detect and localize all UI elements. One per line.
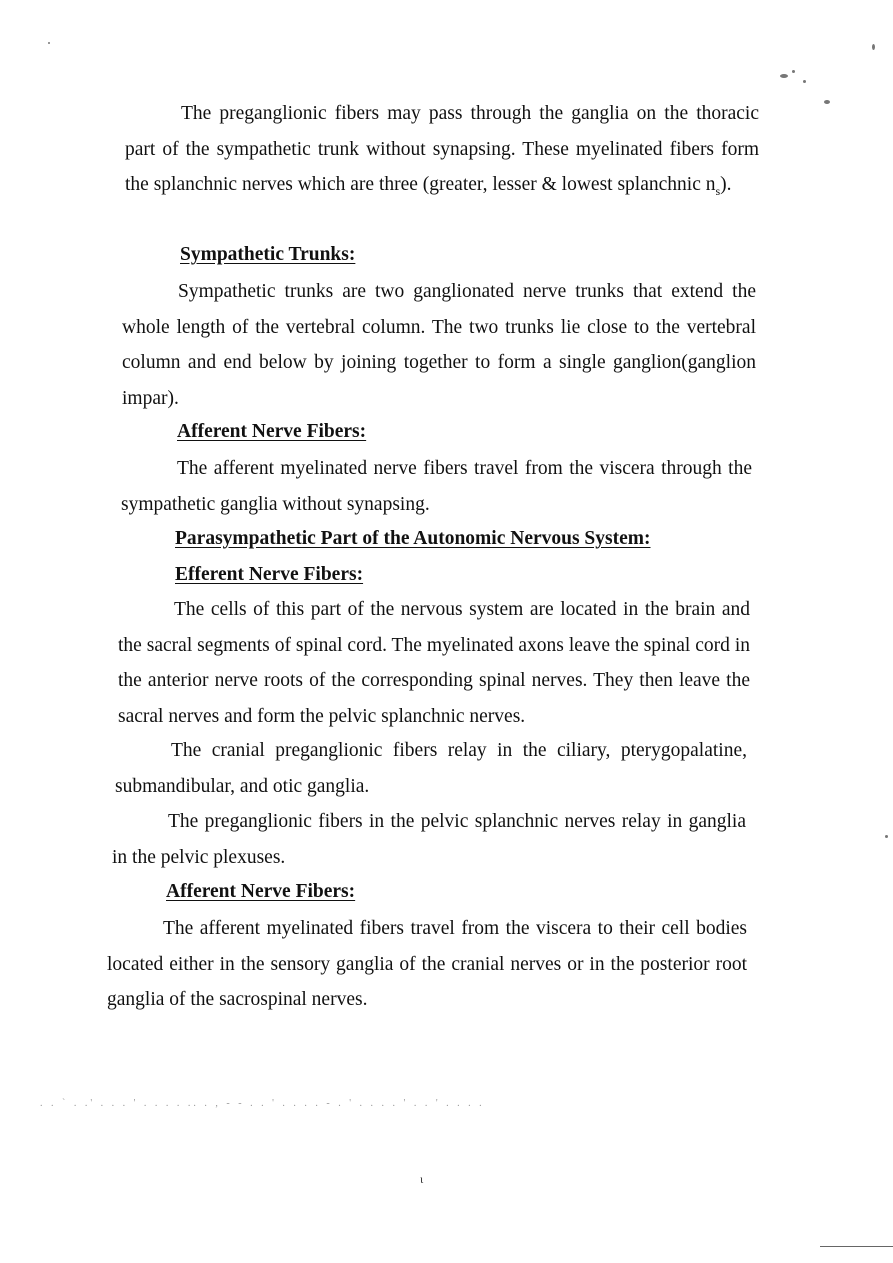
scan-dust-row: . . ` . .' . . . ' . . . . .. . , - - . . ' . . . . - . ' . . . . ' . . ' . . . . [40,1098,485,1109]
scan-speck [872,44,875,50]
subscript-s: s [715,183,721,198]
scan-speck [48,42,50,44]
scan-speck [824,100,830,104]
paragraph-afferent-parasympathetic: The afferent myelinated fibers travel from the viscera to their cell bodies located either in the sensory ganglia of the cranial nerves or in the posterior root ganglia of the sacrospinal nerves. [107,918,747,1010]
paragraph-text: The preganglionic fibers may pass through the ganglia on the thoracic part of the sympathetic trunk without synapsing. These myelinated fibers form the splanchnic nerves which are three (greater, lesser & lowest splanchnic n [125,103,759,195]
heading-parasympathetic-part: Parasympathetic Part of the Autonomic Nervous System: [175,528,651,549]
paragraph-text-end: ). [720,174,732,195]
scan-speck [885,835,888,838]
scan-speck [780,74,788,78]
heading-sympathetic-trunks: Sympathetic Trunks: [180,244,356,265]
paragraph-afferent-sympathetic: The afferent myelinated nerve fibers travel from the viscera through the sympathetic ganglia without synapsing. [121,458,752,515]
heading-afferent-nerve-fibers-2: Afferent Nerve Fibers: [166,881,356,902]
scan-edge-line [820,1246,893,1247]
scan-speck [803,80,806,83]
paragraph-parasympathetic-cells: The cells of this part of the nervous system are located in the brain and the sacral segments of spinal cord. The myelinated axons leave the spinal cord in the anterior nerve roots of the corresponding spinal nerves. They then leave the sacral nerves and form the pelvic splanchnic nerves. [118,599,750,727]
paragraph-cranial-preganglionic: The cranial preganglionic fibers relay in the ciliary, pterygopalatine, submandibular, and otic ganglia. [115,740,747,797]
scan-speck [792,70,795,73]
page-footer-mark: ι [420,1172,424,1186]
paragraph-sympathetic-trunks: Sympathetic trunks are two ganglionated nerve trunks that extend the whole length of the vertebral column. The two trunks lie close to the vertebral column and end below by joining together to form a single ganglion(ganglion impar). [122,281,756,409]
heading-efferent-nerve-fibers: Efferent Nerve Fibers: [175,564,364,585]
paragraph-pelvic-splanchnic: The preganglionic fibers in the pelvic splanchnic nerves relay in ganglia in the pelvic plexuses. [112,811,746,868]
heading-afferent-nerve-fibers: Afferent Nerve Fibers: [177,421,367,442]
paragraph-preganglionic-fibers [125,96,759,209]
